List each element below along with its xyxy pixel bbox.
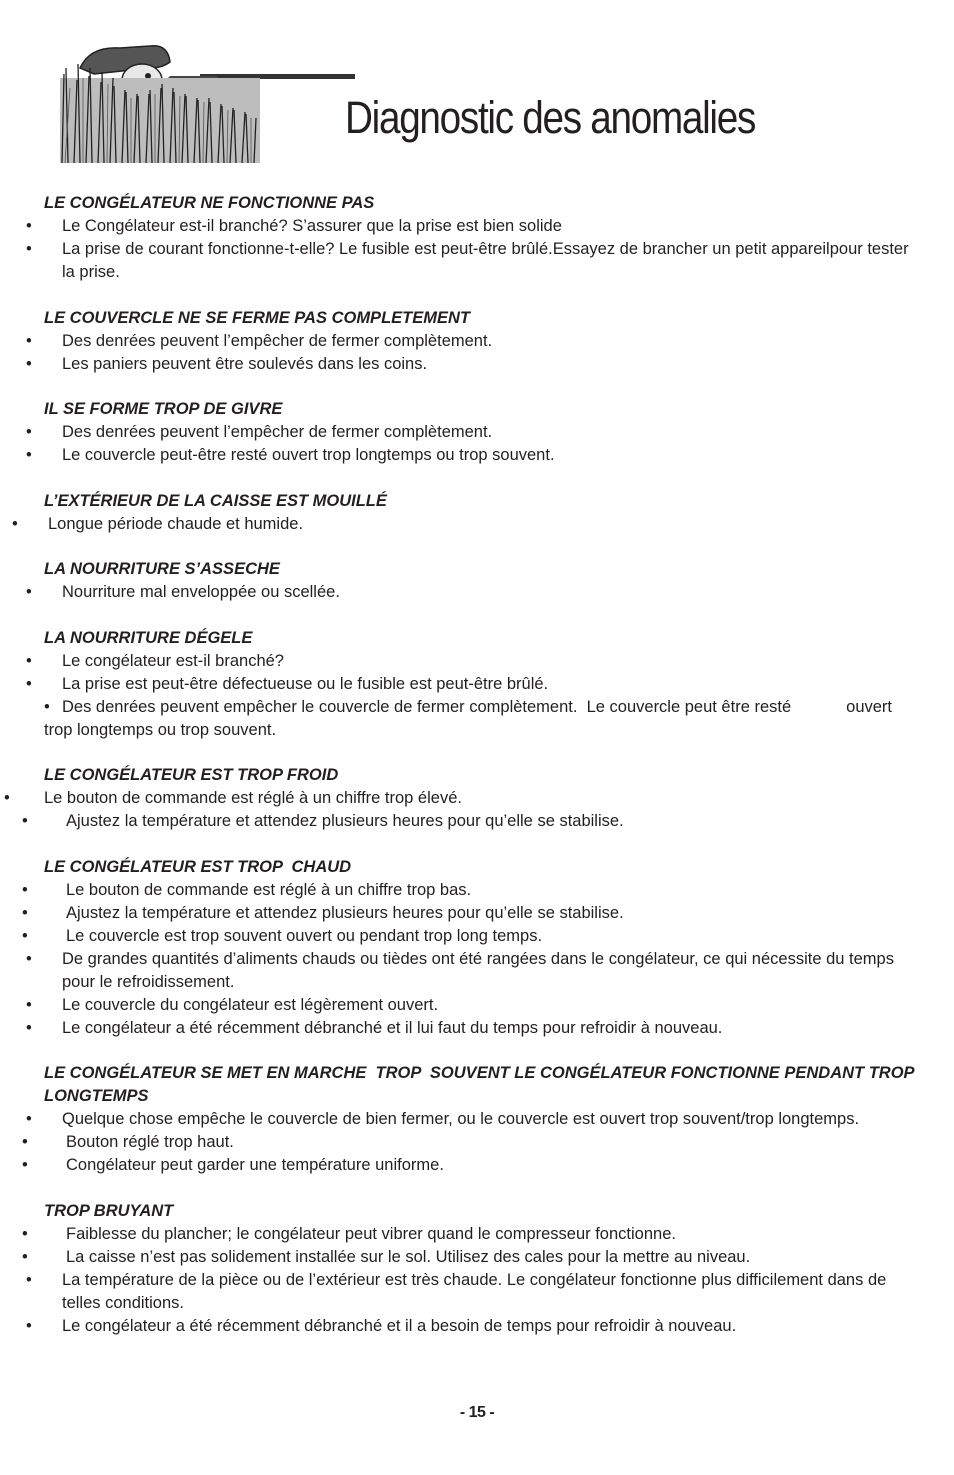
list-item: • Faiblesse du plancher; le congélateur peut vibrer quand le compresseur fonctionne.	[44, 1223, 919, 1246]
section-heading: TROP BRUYANT	[44, 1201, 174, 1220]
section-heading: LE CONGÉLATEUR SE MET EN MARCHE TROP SOUVENT LE CONGÉLATEUR FONCTIONNE PENDANT TROP LONGTEMPS	[44, 1064, 919, 1105]
list-item: • Bouton réglé trop haut.	[44, 1131, 919, 1154]
bullet-icon: •	[22, 1156, 28, 1174]
section-heading: LA NOURRITURE S’ASSECHE	[44, 560, 280, 578]
bullet-icon: •	[26, 651, 32, 670]
bullet-icon: •	[22, 903, 28, 922]
list-item: • Le couvercle est trop souvent ouvert ou pendant trop long temps.	[44, 925, 919, 948]
list-item: • Les paniers peuvent être soulevés dans les coins.	[44, 353, 919, 376]
section-lid-not-closing	[26, 307, 919, 376]
section-heading: IL SE FORME TROP DE GIVRE	[44, 400, 283, 418]
list-item: • La prise de courant fonctionne-t-elle? Le fusible est peut-être brûlé.Essayez de brancher un petit appareilpour tester la prise.	[26, 240, 909, 281]
bullet-icon: •	[26, 331, 32, 350]
list-item: • Ajustez la température et attendez plusieurs heures pour qu’elle se stabilise.	[44, 810, 919, 833]
bullet-icon: •	[26, 583, 32, 601]
list-item: • Le couvercle peut-être resté ouvert trop longtemps ou trop souvent.	[44, 444, 919, 467]
section-heading: LE CONGÉLATEUR EST TROP FROID	[44, 766, 339, 784]
bullet-icon: •	[26, 240, 32, 258]
bullet-icon: •	[26, 446, 32, 464]
bullet-icon: •	[22, 1247, 28, 1266]
list-item: • Le bouton de commande est réglé à un chiffre trop bas.	[44, 879, 919, 902]
section-exterior-wet	[12, 490, 919, 536]
bullet-icon: •	[22, 926, 28, 945]
section-runs-too-often	[22, 1062, 919, 1177]
section-too-cold	[4, 764, 919, 833]
section-freezer-not-working	[26, 192, 919, 284]
bullet-icon: •	[26, 1110, 32, 1128]
list-item: • Quelque chose empêche le couvercle de bien fermer, ou le couvercle est ouvert trop souvent/trop longtemps.	[44, 1108, 919, 1131]
troubleshooting-list	[4, 192, 919, 1360]
list-item: • Le Congélateur est-il branché? S’assurer que la prise est bien solide	[44, 215, 919, 238]
bullet-icon: •	[26, 423, 32, 441]
list-item: • Le bouton de commande est réglé à un chiffre trop élevé.	[44, 787, 919, 810]
list-item: • Le couvercle du congélateur est légèrement ouvert.	[44, 994, 919, 1017]
list-item: • Nourriture mal enveloppée ou scellée.	[44, 581, 919, 604]
section-heading: LE COUVERCLE NE SE FERME PAS COMPLETEMENT	[44, 308, 470, 327]
bullet-icon: •	[12, 514, 18, 533]
section-heading: LA NOURRITURE DÉGELE	[44, 628, 253, 647]
bullet-icon: •	[26, 1316, 32, 1335]
list-item: • La caisse n’est pas solidement installée sur le sol. Utilisez des cales pour la mettre au niveau.	[44, 1246, 919, 1269]
list-item: • La prise est peut-être défectueuse ou le fusible est peut-être brûlé.	[44, 673, 919, 696]
list-item: • La température de la pièce ou de l’extérieur est très chaude. Le congélateur fonctionne plus difficilement dans de telles conditions.	[26, 1270, 887, 1312]
bullet-icon: •	[26, 217, 32, 235]
bullet-icon: •	[26, 674, 32, 693]
section-heading: L’EXTÉRIEUR DE LA CAISSE EST MOUILLÉ	[44, 491, 387, 510]
section-heading: LE CONGÉLATEUR NE FONCTIONNE PAS	[44, 194, 375, 212]
hunter-in-grass-icon	[50, 38, 360, 168]
section-too-warm	[22, 856, 919, 1040]
bullet-icon: •	[22, 880, 28, 899]
list-item: • Des denrées peuvent l’empêcher de fermer complètement.	[44, 421, 919, 444]
bullet-icon: •	[26, 354, 32, 373]
bullet-icon: •	[44, 697, 50, 716]
list-item: • Le congélateur a été récemment débranché et il a besoin de temps pour refroidir à nouveau.	[44, 1315, 919, 1338]
list-item: • Congélateur peut garder une température uniforme.	[44, 1154, 919, 1177]
bullet-icon: •	[22, 812, 28, 830]
list-item: • De grandes quantités d’aliments chauds ou tièdes ont été rangées dans le congélateur, ce qui nécessite du temps pour le refroidissement.	[26, 949, 894, 991]
bullet-icon: •	[26, 1270, 32, 1289]
page-number: - 15 -	[459, 1404, 495, 1421]
list-item: • Des denrées peuvent l’empêcher de fermer complètement.	[44, 330, 919, 353]
list-item: • Ajustez la température et attendez plusieurs heures pour qu’elle se stabilise.	[44, 902, 919, 925]
section-food-thawing	[26, 627, 919, 742]
bullet-icon: •	[22, 1133, 28, 1151]
bullet-icon: •	[26, 1018, 32, 1037]
list-item: • Le congélateur est-il branché?	[44, 650, 919, 673]
section-food-drying	[26, 558, 919, 604]
section-heading: LE CONGÉLATEUR EST TROP CHAUD	[44, 857, 352, 876]
list-item: • Longue période chaude et humide.	[44, 513, 919, 536]
section-too-noisy	[22, 1200, 919, 1338]
list-item: • Des denrées peuvent empêcher le couvercle de fermer complètement. Le couvercle peut être resté ouvert trop longtemps ou trop souvent.	[44, 697, 897, 739]
section-too-much-frost	[26, 398, 919, 467]
bullet-icon: •	[22, 1224, 28, 1243]
bullet-icon: •	[26, 995, 32, 1014]
list-item: • Le congélateur a été récemment débranché et il lui faut du temps pour refroidir à nouveau.	[44, 1017, 919, 1040]
page-title: Diagnostic des anomalies	[345, 92, 756, 143]
bullet-icon: •	[4, 789, 10, 807]
bullet-icon: •	[26, 949, 32, 968]
